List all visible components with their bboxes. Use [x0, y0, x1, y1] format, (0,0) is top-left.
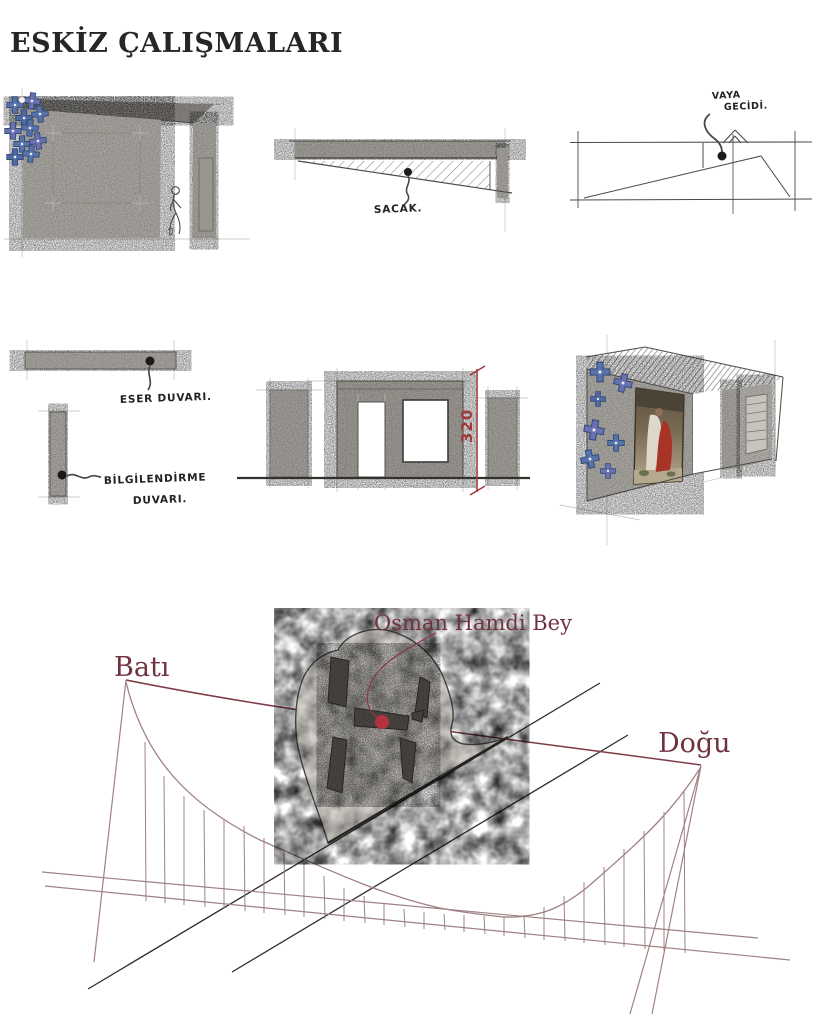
- sketch-plan-walls: [25, 340, 212, 507]
- leader-dot: [404, 168, 412, 176]
- sketch-interior-perspective: [560, 335, 783, 545]
- window-opening: [403, 400, 448, 462]
- sketch-eave-detail: [289, 128, 512, 232]
- west-label: Batı: [114, 652, 170, 683]
- roof-band: [295, 141, 505, 158]
- passage-label-line2: GECİDİ.: [723, 100, 769, 113]
- right-wall-panel: [488, 398, 517, 478]
- column-panel: [199, 158, 213, 231]
- tower-west: [94, 680, 126, 962]
- sketch-site-plan-bridge: [42, 611, 790, 1014]
- sketch-street-elevation: [237, 366, 530, 495]
- osman-hamdi-painting: [634, 388, 684, 484]
- doorway-opening: [693, 390, 722, 474]
- leader-squiggle: [67, 475, 101, 478]
- leader-dot: [718, 152, 727, 161]
- eave-label: SACAK.: [373, 202, 423, 216]
- page-title: ESKİZ ÇALIŞMALARI: [10, 28, 344, 59]
- display-panel: [746, 394, 767, 454]
- deck-line-upper: [42, 872, 758, 938]
- left-wall-panel: [270, 390, 308, 477]
- leader-squiggle: [148, 366, 150, 390]
- sketch-interior-elevation: [4, 88, 250, 257]
- leader-dot: [146, 357, 155, 366]
- tower-east-2: [652, 766, 701, 1014]
- east-label: Doğu: [658, 728, 731, 759]
- leader-squiggle: [705, 114, 722, 152]
- dimension-value: 320: [458, 408, 476, 443]
- near-right-wall: [722, 388, 740, 470]
- door-opening: [358, 402, 385, 477]
- info-wall-bar: [50, 412, 66, 496]
- cable-east: [504, 767, 701, 917]
- human-figure: [168, 187, 181, 236]
- marker-label: Osman Hamdi Bey: [374, 611, 572, 635]
- site-plaza-blob: [296, 630, 508, 843]
- info-wall-label-line1: BİLGİLENDİRME: [103, 471, 207, 487]
- sketch-pedestrian-passage: [570, 89, 812, 214]
- leader-dot: [58, 471, 67, 480]
- marker-dot: [375, 715, 389, 729]
- deck-line-lower: [45, 886, 790, 960]
- passage-label-line1: VAYA: [711, 89, 741, 102]
- info-wall-label-line2: DUVARI.: [132, 493, 188, 507]
- pin-dot: [19, 97, 25, 103]
- artwork-wall-label: ESER DUVARI.: [119, 390, 213, 406]
- tower-east-1: [630, 766, 701, 1014]
- canopy-marker-icon: [723, 130, 748, 143]
- leader-squiggle: [404, 176, 409, 205]
